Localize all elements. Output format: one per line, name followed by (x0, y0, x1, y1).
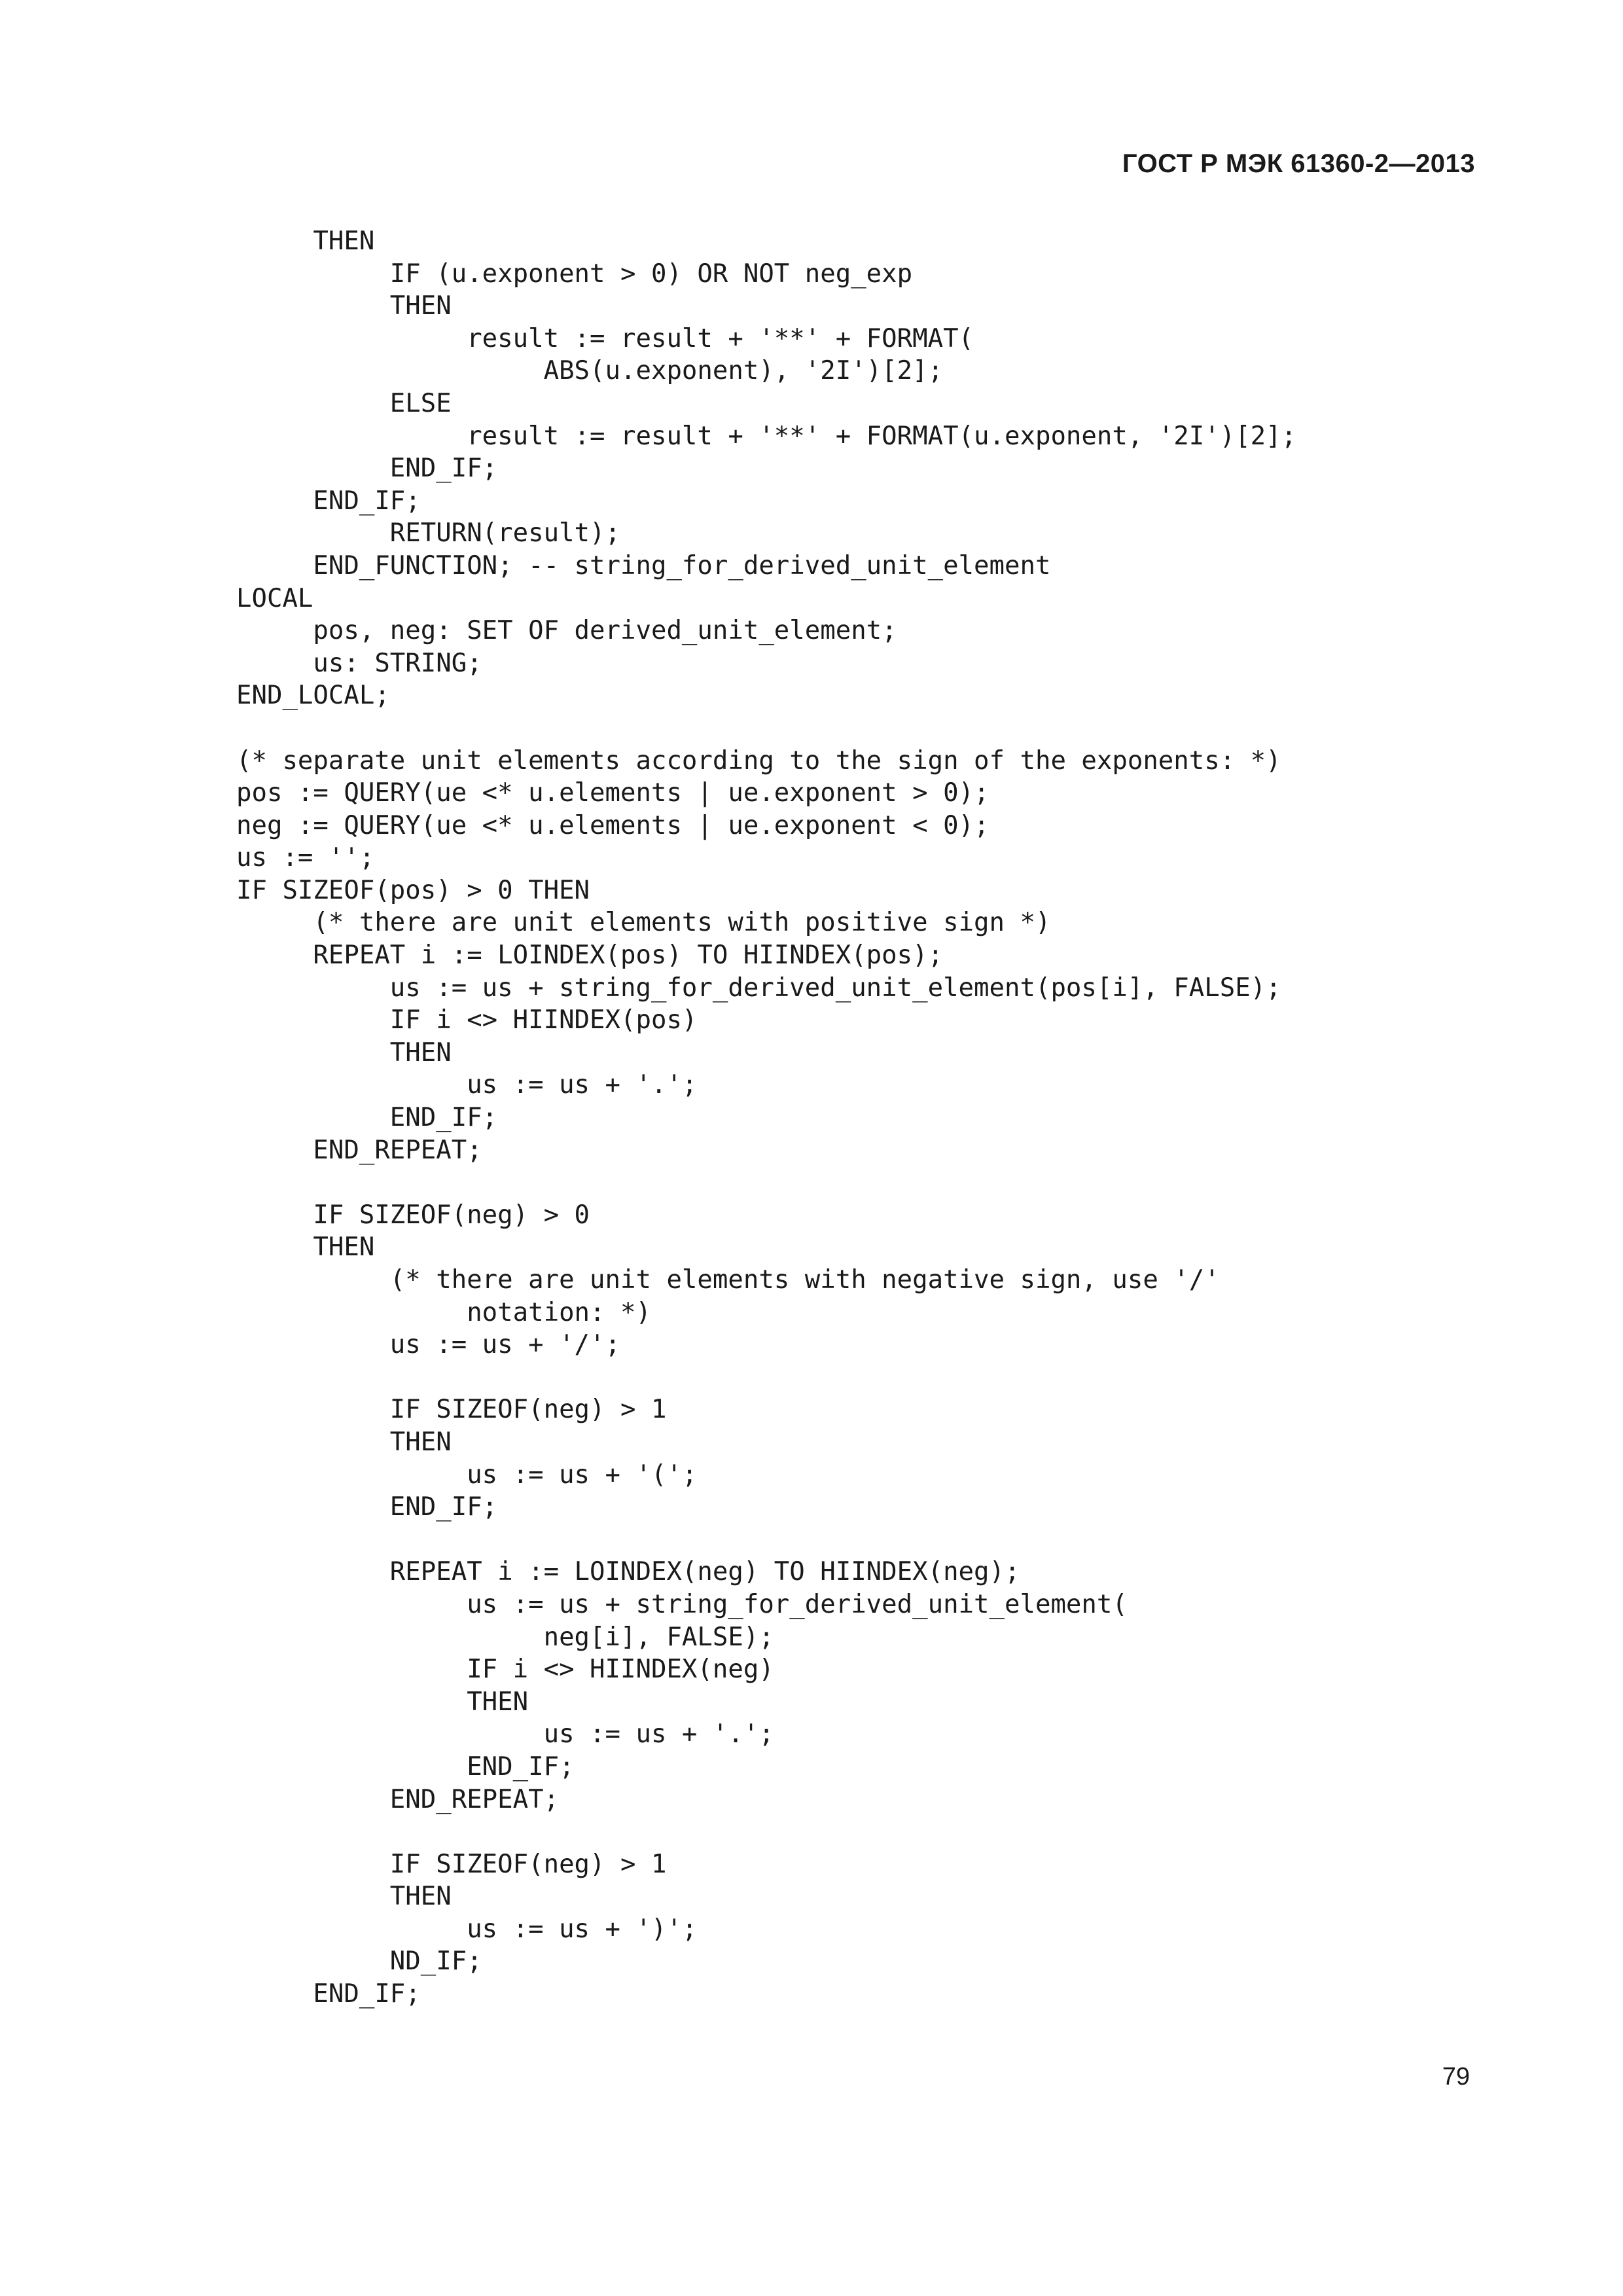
code-line: us := us + '.'; (236, 1070, 698, 1100)
code-line: ELSE (236, 388, 452, 418)
code-line: THEN (236, 291, 452, 321)
code-line: notation: *) (236, 1297, 651, 1327)
code-line: ND_IF; (236, 1946, 482, 1977)
code-line: END_LOCAL; (236, 681, 390, 711)
code-line: result := result + '**' + FORMAT(u.exponent, '2I')[2]; (236, 421, 1297, 451)
code-line: (* there are unit elements with negative sign, use '/' (236, 1265, 1220, 1295)
code-line: END_IF; (236, 486, 421, 516)
code-line: IF i <> HIINDEX(neg) (236, 1655, 774, 1685)
code-line: IF SIZEOF(pos) > 0 THEN (236, 875, 590, 905)
code-line: us := us + string_for_derived_unit_element( (236, 1589, 1128, 1619)
code-listing (236, 225, 1296, 2011)
code-line: LOCAL (236, 583, 313, 613)
code-line (236, 1524, 1296, 1556)
code-line: THEN (236, 226, 375, 256)
code-line: END_FUNCTION; -- string_for_derived_unit_element (236, 550, 1051, 581)
code-line: IF (u.exponent > 0) OR NOT neg_exp (236, 259, 913, 289)
code-line: us := ''; (236, 843, 375, 873)
code-line: us := us + '/'; (236, 1330, 620, 1360)
code-line: pos := QUERY(ue <* u.elements | ue.exponent > 0); (236, 778, 990, 808)
code-line: IF SIZEOF(neg) > 1 (236, 1849, 667, 1879)
code-line: END_IF; (236, 1979, 421, 2009)
code-line (236, 1816, 1296, 1848)
code-line: END_IF; (236, 1751, 575, 1782)
code-line: THEN (236, 1687, 529, 1717)
code-line: us: STRING; (236, 648, 482, 678)
code-line: IF SIZEOF(neg) > 1 (236, 1395, 667, 1425)
code-line: THEN (236, 1427, 452, 1457)
code-line (236, 1166, 1296, 1199)
code-line: THEN (236, 1882, 452, 1912)
page-header: ГОСТ Р МЭК 61360-2—2013 (1122, 149, 1475, 178)
code-line: neg[i], FALSE); (236, 1622, 774, 1652)
code-line: us := us + ')'; (236, 1914, 698, 1944)
code-line: neg := QUERY(ue <* u.elements | ue.exponent < 0); (236, 810, 990, 840)
code-line: END_IF; (236, 1103, 498, 1133)
code-line: result := result + '**' + FORMAT( (236, 323, 974, 353)
code-line: us := us + '('; (236, 1460, 698, 1490)
code-line (236, 712, 1296, 745)
code-line: ABS(u.exponent), '2I')[2]; (236, 356, 944, 386)
code-line: END_IF; (236, 1492, 498, 1522)
code-line: IF i <> HIINDEX(pos) (236, 1005, 698, 1035)
code-line: END_REPEAT; (236, 1784, 560, 1814)
code-line (236, 1361, 1296, 1394)
code-line: pos, neg: SET OF derived_unit_element; (236, 616, 897, 646)
code-line: END_IF; (236, 454, 498, 484)
code-line: us := us + '.'; (236, 1719, 774, 1749)
page-number: 79 (1442, 2063, 1470, 2090)
code-line: us := us + string_for_derived_unit_element(pos[i], FALSE); (236, 973, 1281, 1003)
code-line: REPEAT i := LOINDEX(pos) TO HIINDEX(pos); (236, 941, 944, 971)
code-line: END_REPEAT; (236, 1135, 482, 1165)
code-line: THEN (236, 1232, 375, 1263)
code-line: THEN (236, 1037, 452, 1067)
code-line: RETURN(result); (236, 518, 620, 548)
code-line: (* there are unit elements with positive sign *) (236, 908, 1051, 938)
code-line: (* separate unit elements according to the sign of the exponents: *) (236, 745, 1281, 776)
code-line: IF SIZEOF(neg) > 0 (236, 1200, 590, 1230)
code-line: REPEAT i := LOINDEX(neg) TO HIINDEX(neg); (236, 1557, 1020, 1587)
